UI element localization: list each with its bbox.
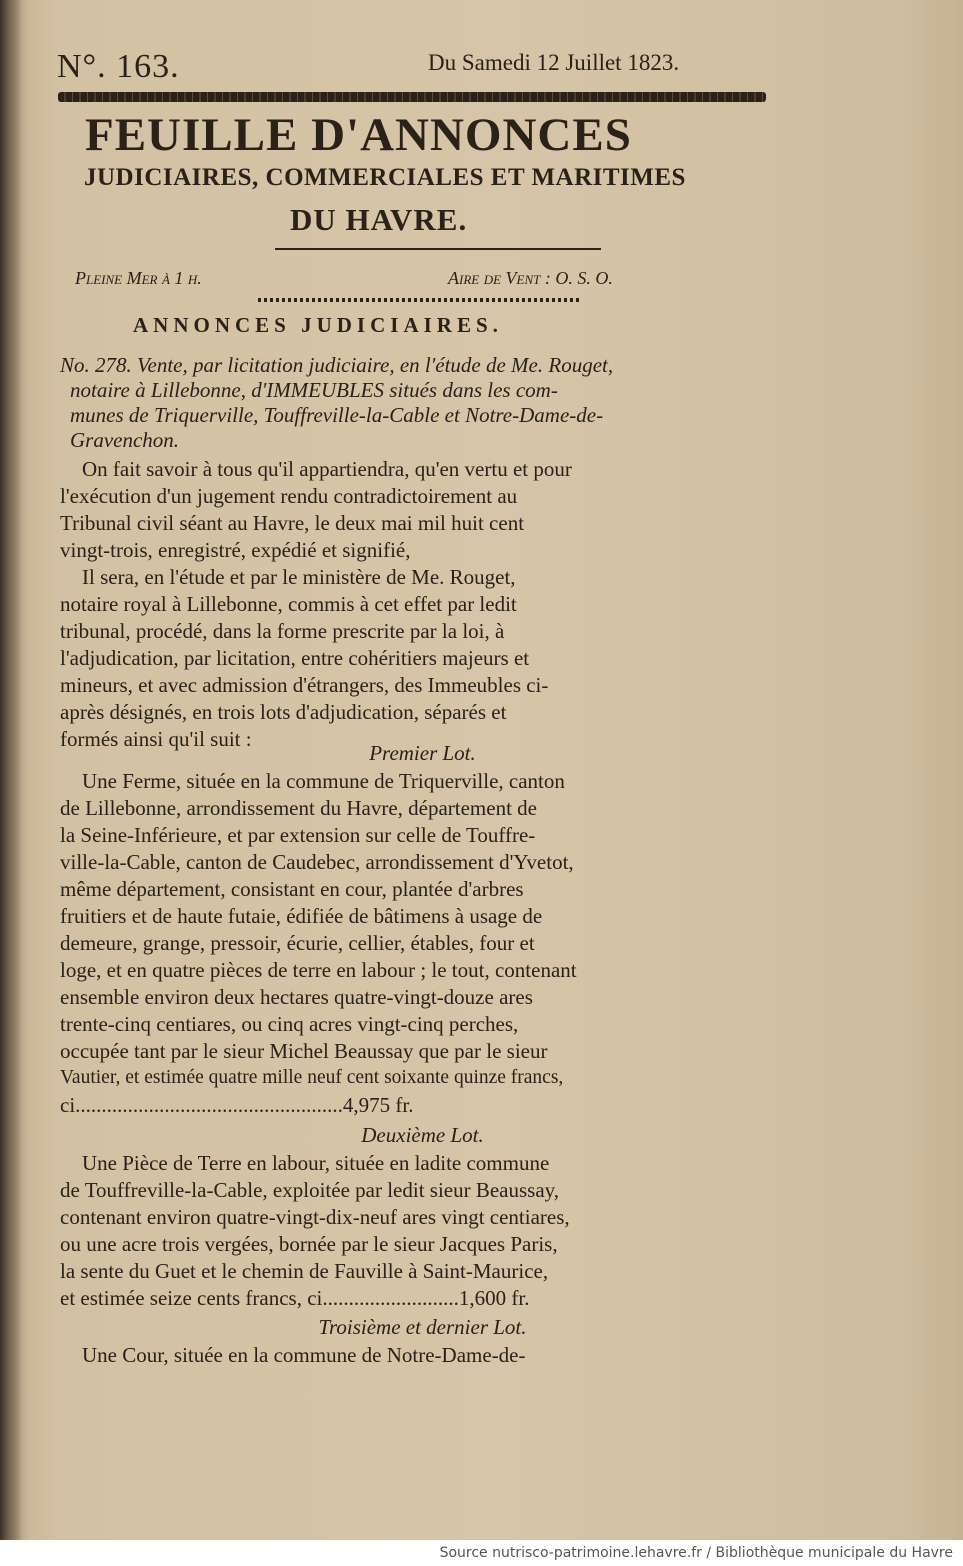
intro-line: Tribunal civil séant au Havre, le deux mai mil huit cent — [60, 511, 525, 535]
lot-3-line: Une Cour, située en la commune de Notre-Dame-de- — [82, 1343, 526, 1367]
lot-1-line: Une Ferme, située en la commune de Triquerville, canton — [82, 769, 565, 793]
lot-1-line: de Lillebonne, arrondissement du Havre, département de — [60, 796, 537, 820]
intro-line: notaire royal à Lillebonne, commis à cet effet par ledit — [60, 592, 517, 616]
lot-1-price: ci...................................................4,975 fr. — [60, 1093, 414, 1117]
header-rule — [58, 92, 766, 102]
notice-heading-line: munes de Triquerville, Touffreville-la-Cable et Notre-Dame-de- — [70, 403, 604, 427]
lot-1-line: même département, consistant en cour, plantée d'arbres — [60, 877, 524, 901]
notice-heading-line: Gravenchon. — [70, 428, 180, 452]
source-credit-text: Source nutrisco-patrimoine.lehavre.fr / Bibliothèque municipale du Havre — [439, 1545, 953, 1561]
lot-2-line: Une Pièce de Terre en labour, située en ladite commune — [82, 1151, 550, 1175]
section-title: ANNONCES JUDICIAIRES. — [133, 313, 503, 337]
source-credit — [0, 1540, 963, 1566]
notice-heading-line: notaire à Lillebonne, d'IMMEUBLES situés dans les com- — [70, 378, 558, 402]
lot-1-line: ville-la-Cable, canton de Caudebec, arrondissement d'Yvetot, — [60, 850, 574, 874]
tide-info: Pleine Mer à 1 h. — [75, 268, 202, 288]
lot-1-line: Vautier, et estimée quatre mille neuf cent soixante quinze francs, — [60, 1067, 564, 1088]
intro-line: formés ainsi qu'il suit : — [60, 727, 252, 751]
intro-line: après désignés, en trois lots d'adjudication, séparés et — [60, 700, 507, 724]
lot-3-title: Troisième et dernier Lot. — [318, 1315, 527, 1339]
intro-line: l'exécution d'un jugement rendu contradictoirement au — [60, 484, 518, 508]
intro-line: mineurs, et avec admission d'étrangers, des Immeubles ci- — [60, 673, 549, 697]
lot-2-line: contenant environ quatre-vingt-dix-neuf ares vingt centiares, — [60, 1205, 570, 1229]
ornamental-rule — [258, 298, 580, 302]
lot-2-line: ou une acre trois vergées, bornée par le sieur Jacques Paris, — [60, 1232, 558, 1256]
lot-2-line: de Touffreville-la-Cable, exploitée par ledit sieur Beaussay, — [60, 1178, 560, 1202]
intro-line: On fait savoir à tous qu'il appartiendra, qu'en vertu et pour — [82, 457, 572, 481]
wind-info: Aire de Vent : O. S. O. — [448, 268, 613, 288]
masthead-city: DU HAVRE. — [290, 202, 468, 237]
intro-line: l'adjudication, par licitation, entre cohéritiers majeurs et — [60, 646, 530, 670]
lot-1-line: la Seine-Inférieure, et par extension sur celle de Touffre- — [60, 823, 536, 847]
intro-line: vingt-trois, enregistré, expédié et signifié, — [60, 538, 411, 562]
intro-line: Il sera, en l'étude et par le ministère de Me. Rouget, — [82, 565, 516, 589]
intro-line: tribunal, procédé, dans la forme prescrite par la loi, à — [60, 619, 505, 643]
lot-1-line: trente-cinq centiares, ou cinq acres vingt-cinq perches, — [60, 1012, 519, 1036]
issue-number: N°. 163. — [57, 48, 180, 85]
masthead-title: FEUILLE D'ANNONCES — [85, 109, 632, 161]
lot-1-line: fruitiers et de haute futaie, édifiée de bâtimens à usage de — [60, 904, 543, 928]
lot-1-line: loge, et en quatre pièces de terre en labour ; le tout, contenant — [60, 958, 577, 982]
notice-heading-line: No. 278. Vente, par licitation judiciaire, en l'étude de Me. Rouget, — [60, 353, 614, 377]
issue-date: Du Samedi 12 Juillet 1823. — [428, 50, 680, 75]
lot-1-line: occupée tant par le sieur Michel Beaussay que par le sieur — [60, 1039, 548, 1063]
lot-1-line: ensemble environ deux hectares quatre-vingt-douze ares — [60, 985, 533, 1009]
lot-2-line: la sente du Guet et le chemin de Fauville à Saint-Maurice, — [60, 1259, 549, 1283]
lot-2-title: Deuxième Lot. — [361, 1123, 484, 1147]
masthead-rule — [275, 248, 601, 250]
lot-2-price: et estimée seize cents francs, ci..........................1,600 fr. — [60, 1286, 530, 1310]
lot-1-title: Premier Lot. — [369, 741, 476, 765]
masthead-subtitle: JUDICIAIRES, COMMERCIALES ET MARITIMES — [84, 164, 686, 191]
lot-1-line: demeure, grange, pressoir, écurie, cellier, étables, four et — [60, 931, 535, 955]
